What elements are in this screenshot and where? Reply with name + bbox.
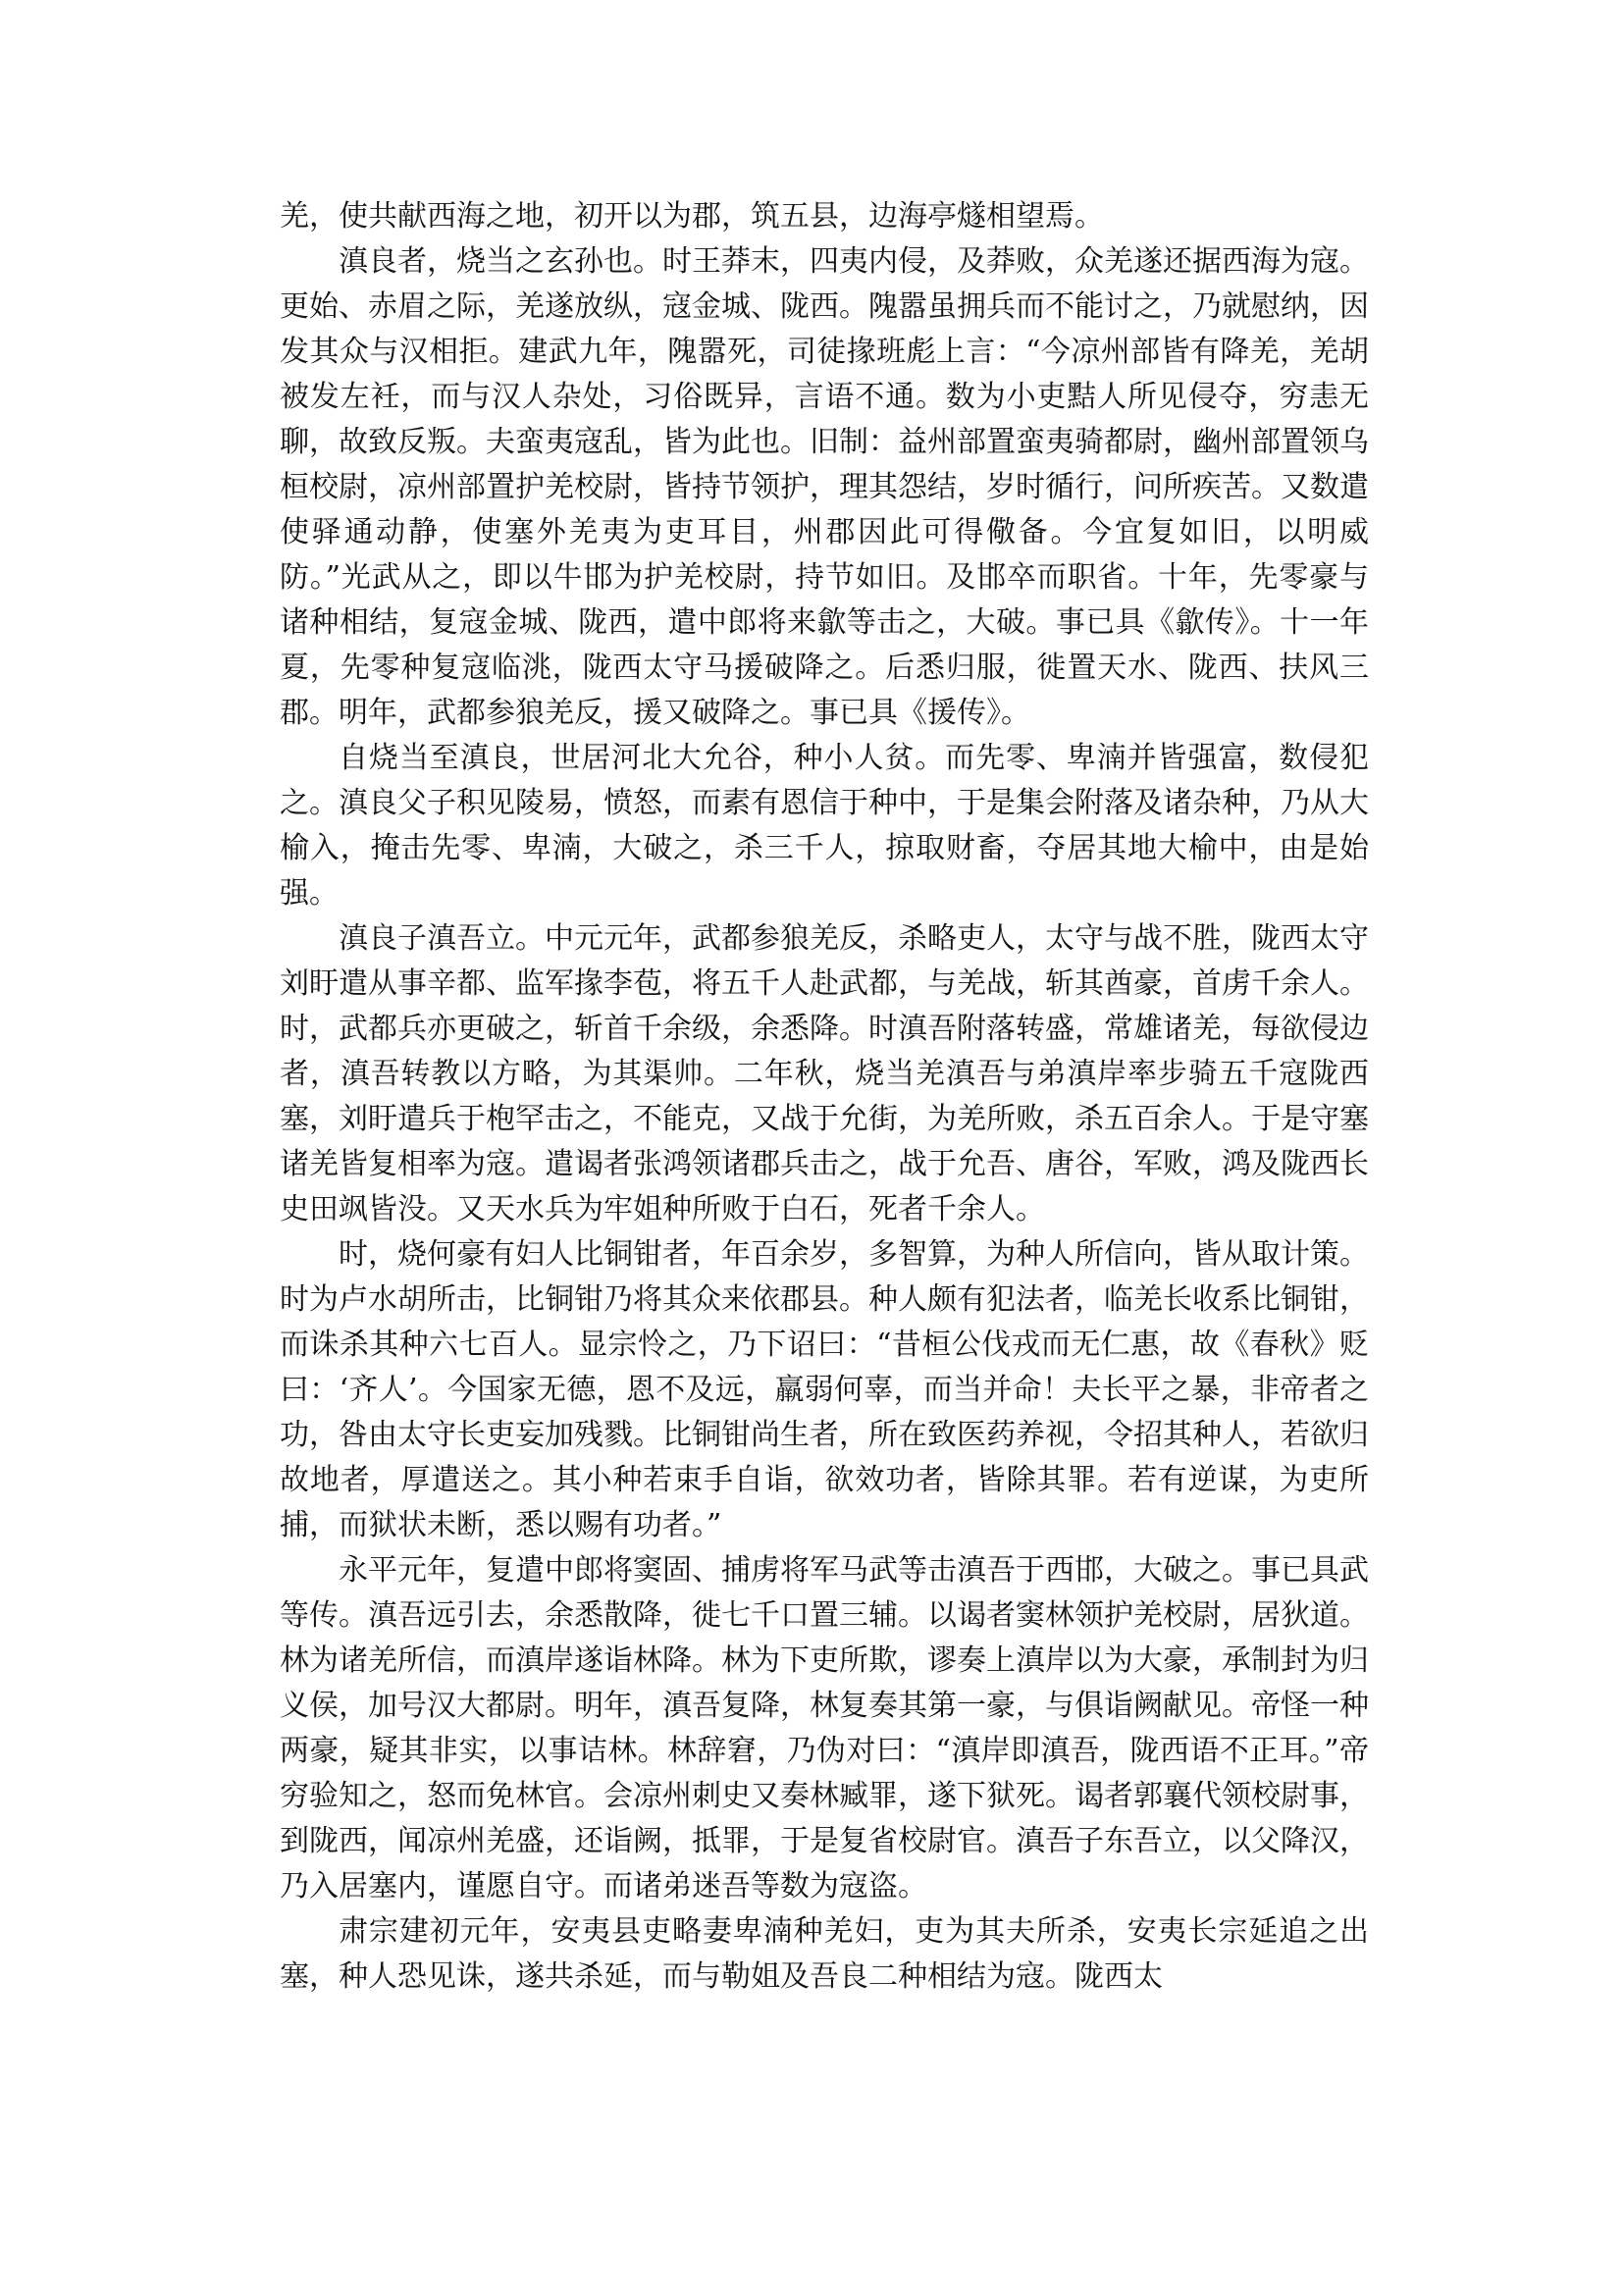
- paragraph-2: 滇良者，烧当之玄孙也。时王莽末，四夷内侵，及莽败，众羌遂还据西海为寇。更始、赤眉之际，羌遂放纵，寇金城、陇西。隗嚣虽拥兵而不能讨之，乃就慰纳，因发其众与汉相拒。建武九年，隗嚣死，司徒掾班彪上言：“今凉州部皆有降羌，羌胡被发左衽，而与汉人杂处，习俗既异，言语不通。数为小吏黠人所见侵夺，穷恚无聊，故致反叛。夫蛮夷寇乱，皆为此也。旧制：益州部置蛮夷骑都尉，幽州部置领乌桓校尉，凉州部置护羌校尉，皆持节领护，理其怨结，岁时循行，问所疾苦。又数遣使驿通动静，使塞外羌夷为吏耳目，州郡因此可得儆备。今宜复如旧，以明威防。”光武从之，即以牛邯为护羌校尉，持节如旧。及邯卒而职省。十年，先零豪与诸种相结，复寇金城、陇西，遣中郎将来歙等击之，大破。事已具《歙传》。十一年夏，先零种复寇临洮，陇西太守马援破降之。后悉归服，徙置天水、陇西、扶风三郡。明年，武都参狼羌反，援又破降之。事已具《援传》。: [280, 244, 1369, 730]
- paragraph-6: 永平元年，复遣中郎将窦固、捕虏将军马武等击滇吾于西邯，大破之。事已具武等传。滇吾远引去，余悉散降，徙七千口置三辅。以谒者窦林领护羌校尉，居狄道。林为诸羌所信，而滇岸遂诣林降。林为下吏所欺，谬奏上滇岸以为大豪，承制封为归义侯，加号汉大都尉。明年，滇吾复降，林复奏其第一豪，与俱诣阙献见。帝怪一种两豪，疑其非实，以事诘林。林辞窘，乃伪对曰：“滇岸即滇吾，陇西语不正耳。”帝穷验知之，怒而免林官。会凉州刺史又奏林臧罪，遂下狱死。谒者郭襄代领校尉事，到陇西，闻凉州羌盛，还诣阙，抵罪，于是复省校尉官。滇吾子东吾立，以父降汉，乃入居塞内，谨愿自守。而诸弟迷吾等数为寇盗。: [280, 1553, 1369, 1903]
- body-text: [280, 194, 1369, 2000]
- paragraph-7: 肃宗建初元年，安夷县吏略妻卑湳种羌妇，吏为其夫所杀，安夷长宗延追之出塞，种人恐见诛，遂共杀延，而与勒姐及吾良二种相结为寇。陇西太: [280, 1914, 1369, 1994]
- paragraph-1: 羌，使共献西海之地，初开以为郡，筑五县，边海亭燧相望焉。: [280, 199, 1104, 234]
- paragraph-3: 自烧当至滇良，世居河北大允谷，种小人贫。而先零、卑湳并皆强富，数侵犯之。滇良父子积见陵易，愤怒，而素有恩信于种中，于是集会附落及诸杂种，乃从大榆入，掩击先零、卑湳，大破之，杀三千人，掠取财畜，夺居其地大榆中，由是始强。: [280, 741, 1369, 911]
- paragraph-4: 滇良子滇吾立。中元元年，武都参狼羌反，杀略吏人，太守与战不胜，陇西太守刘盱遣从事辛都、监军掾李苞，将五千人赴武都，与羌战，斩其酋豪，首虏千余人。时，武都兵亦更破之，斩首千余级，余悉降。时滇吾附落转盛，常雄诸羌，每欲侵边者，滇吾转教以方略，为其渠帅。二年秋，烧当羌滇吾与弟滇岸率步骑五千寇陇西塞，刘盱遣兵于枹罕击之，不能克，又战于允街，为羌所败，杀五百余人。于是守塞诸羌皆复相率为寇。遣谒者张鸿领诸郡兵击之，战于允吾、唐谷，军败，鸿及陇西长史田飒皆没。又天水兵为牢姐种所败于白石，死者千余人。: [280, 921, 1369, 1226]
- paragraph-5: 时，烧何豪有妇人比铜钳者，年百余岁，多智算，为种人所信向，皆从取计策。时为卢水胡所击，比铜钳乃将其众来依郡县。种人颇有犯法者，临羌长收系比铜钳，而诛杀其种六七百人。显宗怜之，乃下诏曰：“昔桓公伐戎而无仁惠，故《春秋》贬曰：‘齐人’。今国家无德，恩不及远，羸弱何辜，而当并命！夫长平之暴，非帝者之功，咎由太守长吏妄加残戮。比铜钳尚生者，所在致医药养视，令招其种人，若欲归故地者，厚遣送之。其小种若束手自诣，欲效功者，皆除其罪。若有逆谋，为吏所捕，而狱状未断，悉以赐有功者。”: [280, 1237, 1369, 1542]
